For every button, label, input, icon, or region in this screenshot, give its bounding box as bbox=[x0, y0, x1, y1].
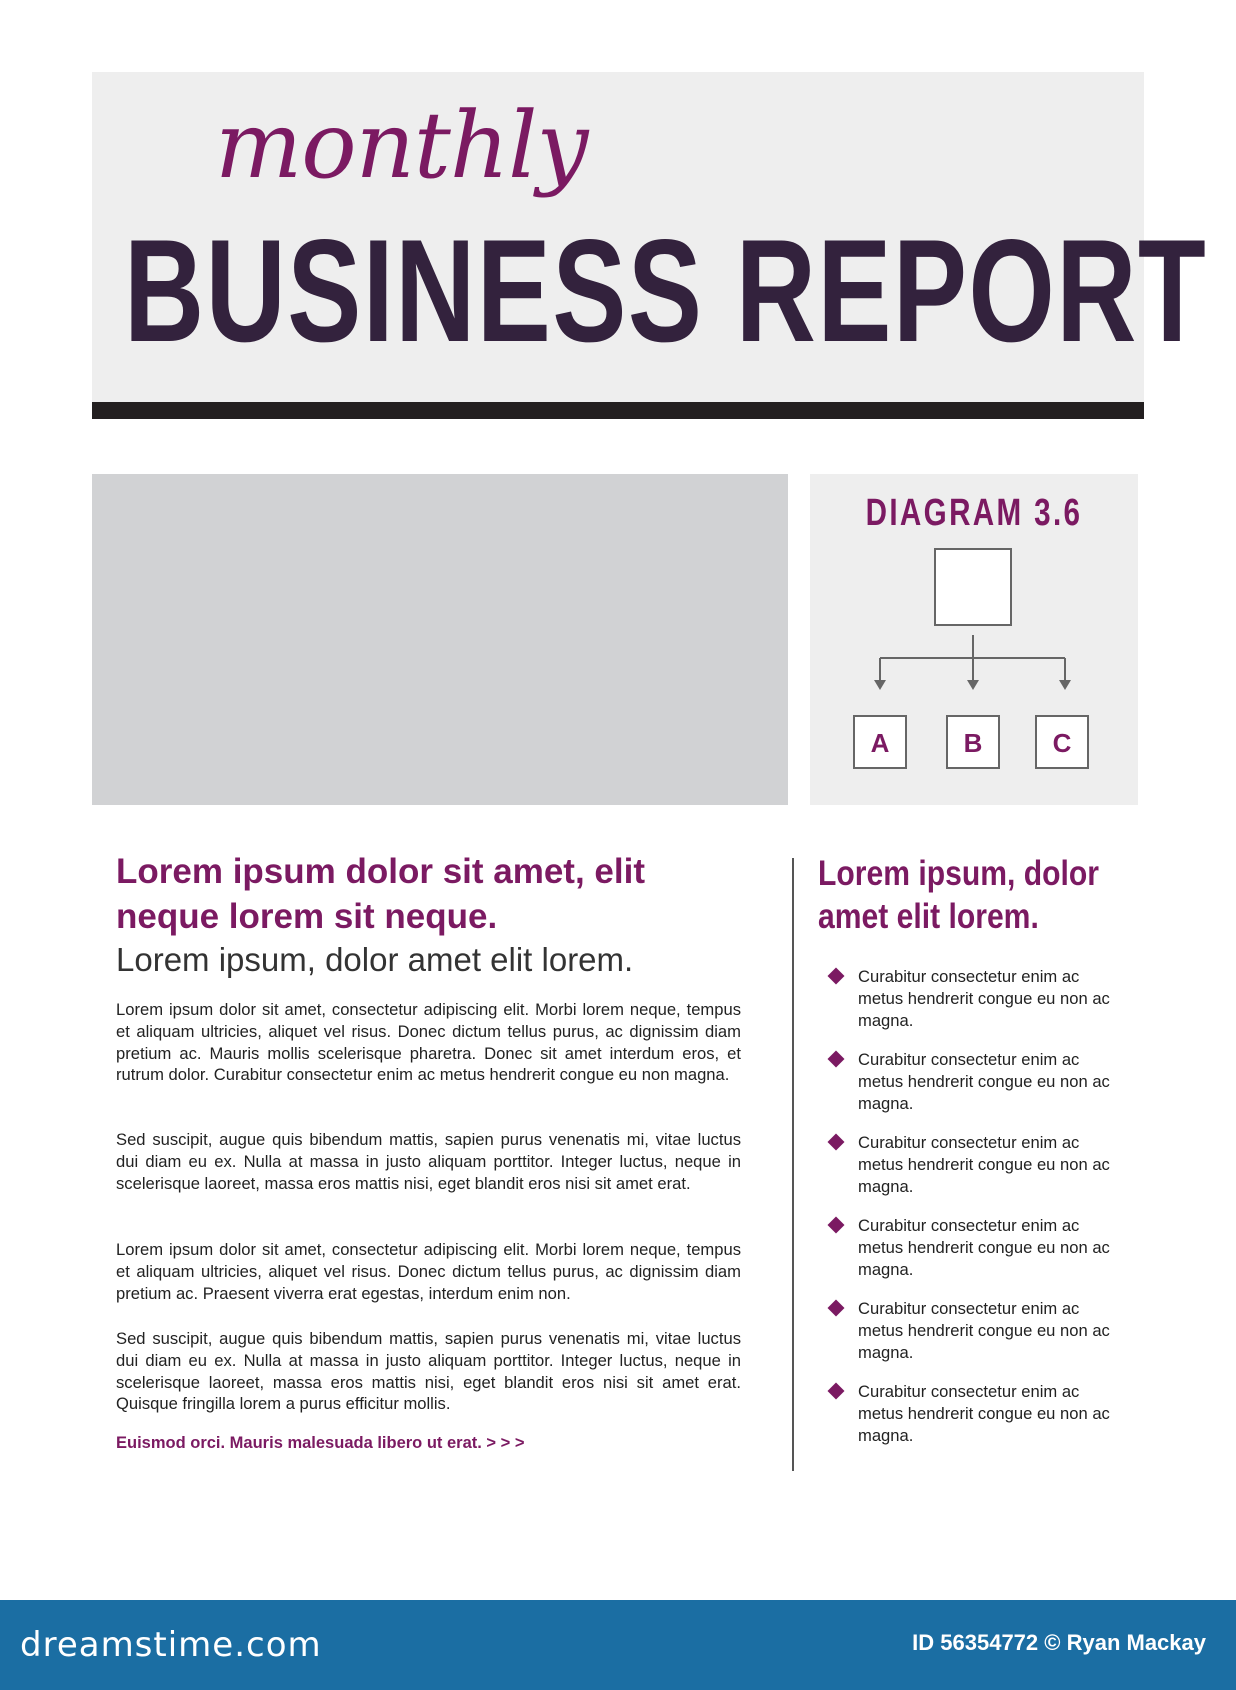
diagram-node-b-label: B bbox=[963, 728, 983, 758]
list-item bbox=[826, 1381, 1126, 1464]
image-placeholder bbox=[92, 474, 788, 805]
body-paragraph: Lorem ipsum dolor sit amet, consectetur adipiscing elit. Morbi lorem neque, tempus et aliquam ultricies, aliquet vel risus. Donec dictum tellus purus, ac dignissim diam pretium ac. Mauris mollis scelerisque pharetra. Donec sit amet interdum eros, et rutrum dolor. Curabitur consectetur enim ac metus hendrerit congue eu non magna. bbox=[116, 1000, 741, 1085]
main-subhead: Lorem ipsum, dolor amet elit lorem. bbox=[116, 941, 634, 978]
diagram-arrow-b-head bbox=[967, 680, 979, 690]
footer-bar bbox=[0, 1600, 1236, 1690]
list-item bbox=[826, 1298, 1126, 1381]
diagram-root-node bbox=[935, 549, 1011, 625]
list-item bbox=[826, 1049, 1126, 1132]
list-item-text: Curabitur consectetur enim ac metus hendrerit congue eu non ac magna. bbox=[858, 1382, 1110, 1445]
column-divider bbox=[792, 858, 794, 1471]
read-more-link[interactable]: Euismod orci. Mauris malesuada libero ut erat. > > > bbox=[116, 1434, 525, 1452]
diagram-arrow-c-head bbox=[1059, 680, 1071, 690]
diagram-arrow-a-head bbox=[874, 680, 886, 690]
body-paragraph: Lorem ipsum dolor sit amet, consectetur adipiscing elit. Morbi lorem neque, tempus et aliquam ultricies, aliquet vel risus. Donec dictum tellus purus, ac dignissim diam pretium ac. Praesent viverra erat egestas, interdum enim non. bbox=[116, 1240, 741, 1303]
diamond-bullet-icon bbox=[828, 1051, 845, 1068]
footer-credit: ID 56354772 © Ryan Mackay bbox=[912, 1630, 1206, 1655]
main-headline: Lorem ipsum dolor sit amet, elit neque lorem sit neque. bbox=[116, 852, 645, 936]
diagram-title: DIAGRAM 3.6 bbox=[865, 492, 1083, 534]
diamond-bullet-icon bbox=[828, 1217, 845, 1234]
body-paragraph: Sed suscipit, augue quis bibendum mattis, sapien purus venenatis mi, vitae luctus dui diam eu ex. Nulla at massa in justo aliquam porttitor. Integer luctus, neque in scelerisque laoreet, massa eros mattis nisi, eget blandit eros nisi sit amet erat. bbox=[116, 1130, 741, 1193]
list-item bbox=[826, 966, 1126, 1049]
diagram-panel bbox=[810, 474, 1138, 805]
header-rule bbox=[92, 402, 1144, 419]
sidebar-headline: Lorem ipsum, dolor amet elit lorem. bbox=[818, 854, 1099, 936]
sidebar-bullet-list bbox=[826, 966, 1126, 1464]
list-item-text: Curabitur consectetur enim ac metus hendrerit congue eu non ac magna. bbox=[858, 1133, 1110, 1196]
list-item-text: Curabitur consectetur enim ac metus hendrerit congue eu non ac magna. bbox=[858, 967, 1110, 1030]
list-item bbox=[826, 1132, 1126, 1215]
footer-logo[interactable]: dreamstime.com bbox=[20, 1625, 322, 1665]
diamond-bullet-icon bbox=[828, 1383, 845, 1400]
list-item bbox=[826, 1215, 1126, 1298]
diamond-bullet-icon bbox=[828, 1134, 845, 1151]
list-item-text: Curabitur consectetur enim ac metus hendrerit congue eu non ac magna. bbox=[858, 1299, 1110, 1362]
diamond-bullet-icon bbox=[828, 968, 845, 985]
list-item-text: Curabitur consectetur enim ac metus hendrerit congue eu non ac magna. bbox=[858, 1216, 1110, 1279]
diamond-bullet-icon bbox=[828, 1300, 845, 1317]
main-title: BUSINESS REPORT bbox=[124, 209, 1208, 372]
diagram-node-a-label: A bbox=[870, 728, 890, 758]
script-title: monthly bbox=[215, 92, 588, 199]
diagram-node-c-label: C bbox=[1052, 728, 1072, 758]
body-paragraph: Sed suscipit, augue quis bibendum mattis, sapien purus venenatis mi, vitae luctus dui diam eu ex. Nulla at massa in justo aliquam porttitor. Integer luctus, neque in scelerisque laoreet, massa eros mattis nisi, eget blandit eros nisi sit amet erat. Quisque fringilla lorem a purus efficitur mollis. bbox=[116, 1329, 741, 1414]
list-item-text: Curabitur consectetur enim ac metus hendrerit congue eu non ac magna. bbox=[858, 1050, 1110, 1113]
